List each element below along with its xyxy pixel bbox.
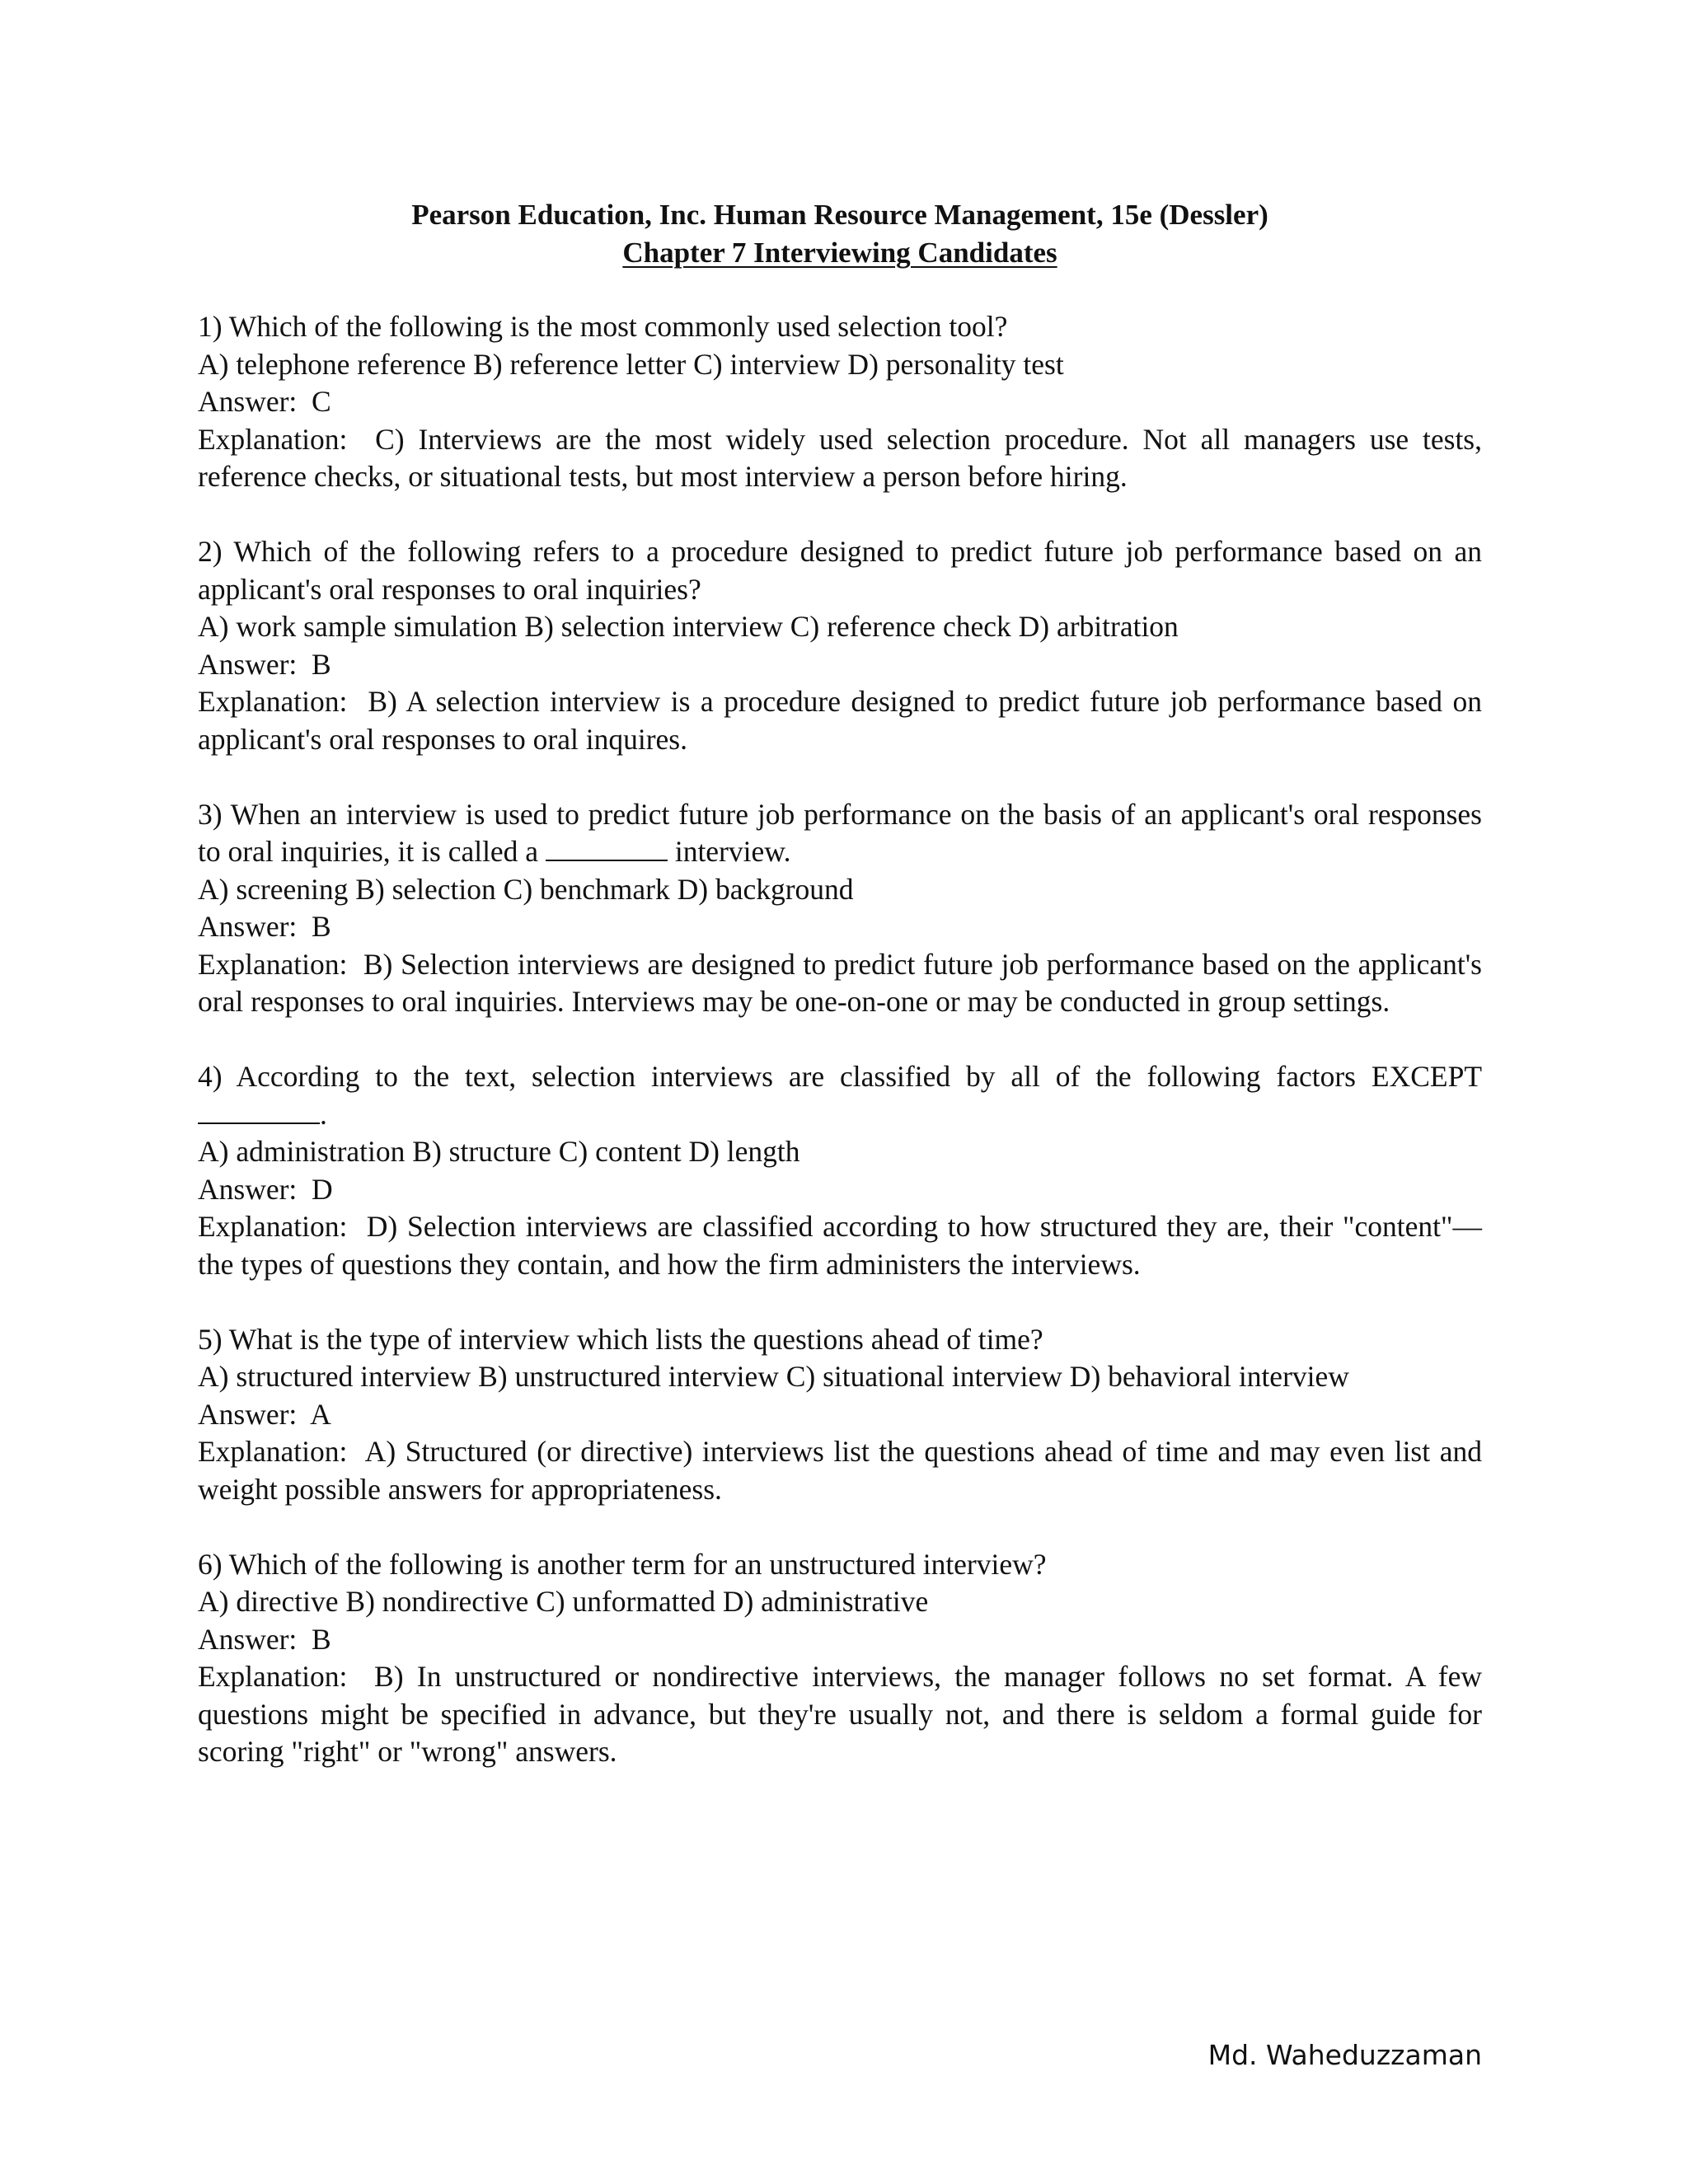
answer-options: A) administration B) structure C) content D) length bbox=[198, 1135, 800, 1168]
explanation: Explanation: B) A selection interview is a procedure designed to predict future job performance based on applicant's oral responses to oral inquires. bbox=[198, 685, 1489, 756]
fill-in-blank bbox=[198, 1096, 320, 1124]
question-stem bbox=[198, 1546, 1482, 1584]
question-stem bbox=[198, 1321, 1482, 1359]
question-stem bbox=[198, 533, 1482, 608]
answer-options: A) telephone reference B) reference letter C) interview D) personality test bbox=[198, 347, 1064, 381]
author-footer: Md. Waheduzzaman bbox=[1207, 2039, 1482, 2071]
correct-answer: Answer: B bbox=[198, 910, 331, 943]
answer-options: A) screening B) selection C) benchmark D) background bbox=[198, 872, 854, 906]
question-text: 6) Which of the following is another term for an unstructured interview? bbox=[198, 1547, 1047, 1581]
question-text: 4) According to the text, selection interviews are classified by all of the following factors EXCEPT bbox=[198, 1060, 1482, 1093]
correct-answer: Answer: B bbox=[198, 647, 331, 681]
question-text: 2) Which of the following refers to a procedure designed to predict future job performance based on an applicant's oral responses to oral inquiries? bbox=[198, 535, 1482, 606]
correct-answer: Answer: B bbox=[198, 1622, 331, 1656]
answer-options: A) directive B) nondirective C) unformatted D) administrative bbox=[198, 1585, 929, 1618]
chapter-title: Chapter 7 Interviewing Candidates bbox=[622, 237, 1057, 269]
question-block bbox=[198, 1321, 1489, 1509]
question-block bbox=[198, 796, 1489, 1021]
question-text: 5) What is the type of interview which lists the questions ahead of time? bbox=[198, 1322, 1043, 1356]
question-block bbox=[198, 1058, 1482, 1283]
answer-options: A) structured interview B) unstructured interview C) situational interview D) behavioral interview bbox=[198, 1360, 1349, 1393]
answer-options: A) work sample simulation B) selection interview C) reference check D) arbitration bbox=[198, 610, 1179, 643]
correct-answer: Answer: D bbox=[198, 1172, 333, 1206]
question-stem bbox=[198, 796, 1482, 871]
explanation: Explanation: B) In unstructured or nondirective interviews, the manager follows no set format. A few questions might be specified in advance, but they're usually not, and there is seldom a formal guide for scoring "right" or "wrong" answers. bbox=[198, 1660, 1489, 1768]
correct-answer: Answer: A bbox=[198, 1397, 331, 1431]
question-block bbox=[198, 308, 1489, 496]
explanation: Explanation: D) Selection interviews are classified according to how structured they are, their "content"—the types of questions they contain, and how the firm administers the interviews. bbox=[198, 1210, 1482, 1281]
question-text-after-blank: . bbox=[320, 1097, 327, 1131]
question-block bbox=[198, 1546, 1489, 1771]
correct-answer: Answer: C bbox=[198, 385, 331, 418]
book-title: Pearson Education, Inc. Human Resource Management, 15e (Dessler) bbox=[411, 199, 1268, 231]
explanation: Explanation: A) Structured (or directive) interviews list the questions ahead of time and may even list and weight possible answers for appropriateness. bbox=[198, 1435, 1489, 1506]
question-stem bbox=[198, 1058, 1482, 1133]
question-stem bbox=[198, 308, 1482, 346]
document-header bbox=[198, 196, 1482, 272]
explanation: Explanation: B) Selection interviews are designed to predict future job performance based on the applicant's oral responses to oral inquiries. Interviews may be one-on-one or may be conducted in group settings. bbox=[198, 947, 1489, 1018]
explanation: Explanation: C) Interviews are the most widely used selection procedure. Not all managers use tests, reference checks, or situational tests, but most interview a person before hiring. bbox=[198, 422, 1489, 493]
question-text: 3) When an interview is used to predict future job performance on the basis of an applicant's oral responses to oral inquiries, it is called a bbox=[198, 797, 1482, 868]
question-block bbox=[198, 533, 1489, 758]
question-list bbox=[198, 308, 1489, 1808]
fill-in-blank bbox=[546, 833, 668, 861]
question-text-after-blank: interview. bbox=[667, 835, 791, 868]
question-text: 1) Which of the following is the most commonly used selection tool? bbox=[198, 310, 1008, 343]
